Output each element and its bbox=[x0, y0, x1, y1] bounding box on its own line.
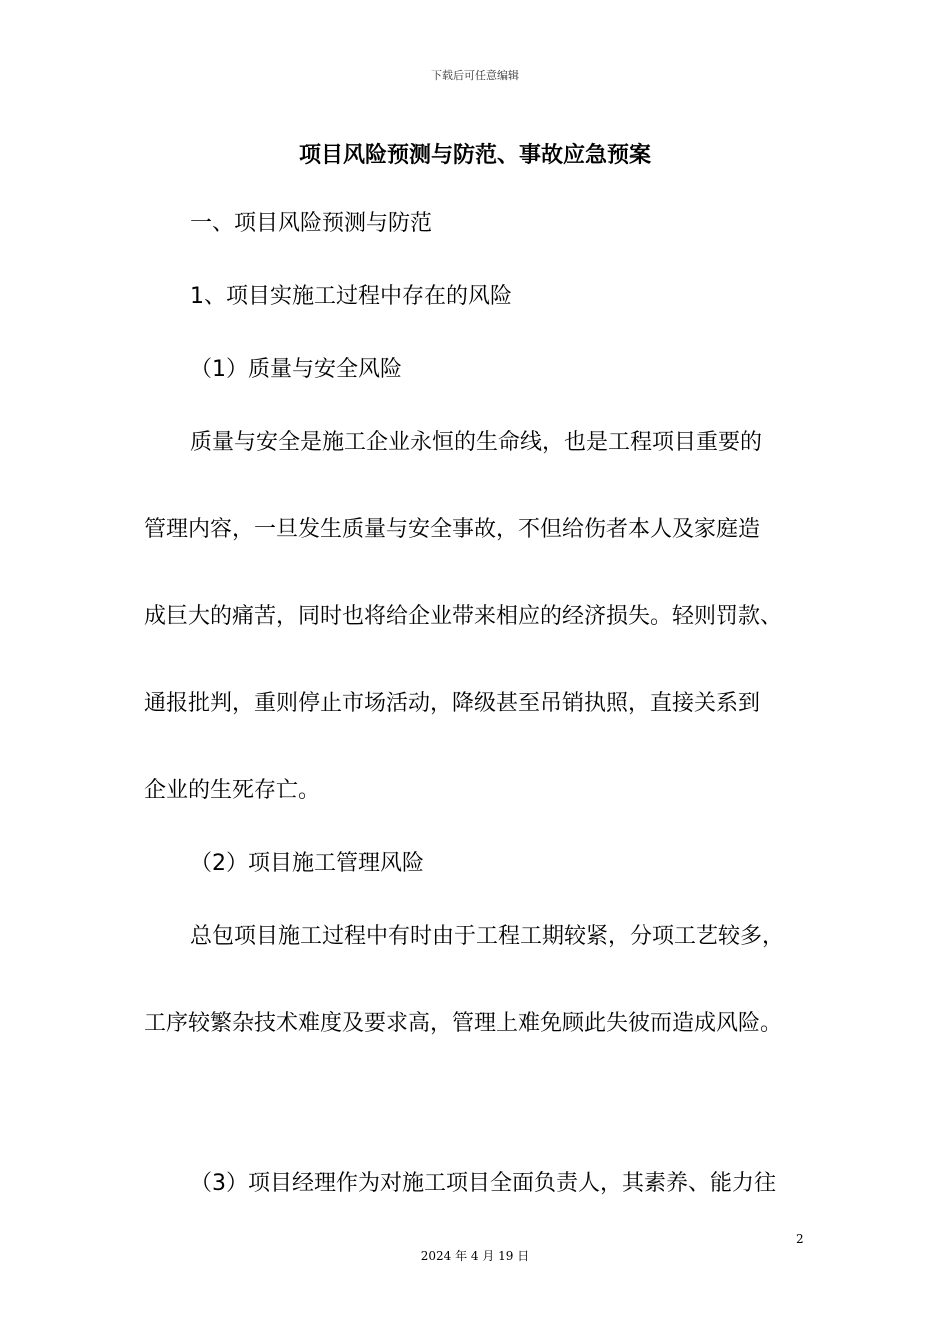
item3-line: （3）项目经理作为对施工项目全面负责人，其素养、能力往 bbox=[190, 1171, 776, 1196]
item2-heading: （2）项目施工管理风险 bbox=[190, 851, 424, 876]
paragraph-line: 工序较繁杂技术难度及要求高，管理上难免顾此失彼而造成风险。 bbox=[144, 1011, 783, 1036]
paragraph-line: 总包项目施工过程中有时由于工程工期较紧，分项工艺较多， bbox=[190, 924, 785, 949]
paragraph-line: 管理内容，一旦发生质量与安全事故，不但给伤者本人及家庭造 bbox=[144, 517, 761, 542]
page-number: 2 bbox=[796, 1232, 804, 1246]
document-title: 项目风险预测与防范、事故应急预案 bbox=[298, 143, 651, 168]
paragraph-line: 成巨大的痛苦，同时也将给企业带来相应的经济损失。轻则罚款、 bbox=[144, 604, 783, 629]
footer-date: 2024 年 4 月 19 日 bbox=[420, 1249, 530, 1263]
paragraph-line: 通报批判，重则停止市场活动，降级甚至吊销执照，直接关系到 bbox=[144, 691, 761, 716]
paragraph-line: 质量与安全是施工企业永恒的生命线，也是工程项目重要的 bbox=[190, 430, 763, 455]
item1-heading: （1）质量与安全风险 bbox=[190, 357, 402, 382]
paragraph-line: 企业的生死存亡。 bbox=[144, 778, 321, 803]
subsection-heading: 1、项目实施工过程中存在的风险 bbox=[190, 284, 512, 309]
header-note: 下载后可任意编辑 bbox=[431, 69, 519, 82]
section-heading: 一、项目风险预测与防范 bbox=[190, 211, 433, 236]
